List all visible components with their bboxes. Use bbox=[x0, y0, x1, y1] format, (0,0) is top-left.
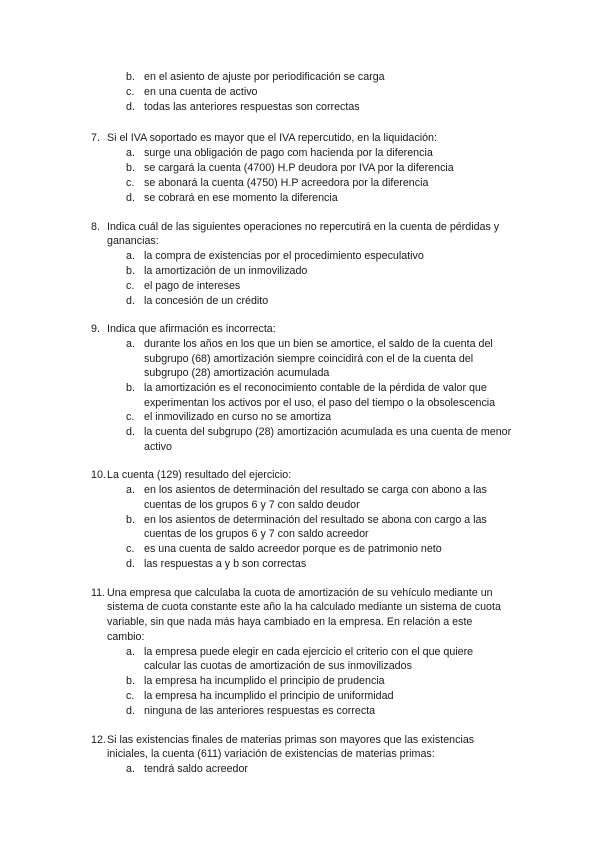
option-text: la compra de existencias por el procedimiento especulativo bbox=[144, 250, 424, 262]
option-text: se cobrará en ese momento la diferencia bbox=[144, 192, 338, 204]
question-text: Si las existencias finales de materias primas son mayores que las existencias bbox=[107, 734, 475, 746]
option-text: la empresa puede elegir en cada ejercicio el criterio con el que quiere bbox=[144, 646, 474, 658]
option-text: el inmovilizado en curso no se amortiza bbox=[144, 411, 332, 423]
option-letter: c. bbox=[126, 177, 135, 189]
option-text: en los asientos de determinación del resultado se abona con cargo a las bbox=[144, 514, 487, 526]
option-text: la amortización es el reconocimiento contable de la pérdida de valor que bbox=[144, 382, 487, 394]
question-number: 10. bbox=[91, 469, 106, 481]
option-text: todas las anteriores respuestas son correctas bbox=[144, 101, 360, 113]
question-text: iniciales, la cuenta (611) variación de existencias de materias primas: bbox=[107, 748, 435, 760]
option-text: activo bbox=[144, 441, 172, 453]
option-letter: d. bbox=[126, 705, 135, 717]
option-text: es una cuenta de saldo acreedor porque es de patrimonio neto bbox=[144, 543, 442, 555]
question-number: 9. bbox=[91, 323, 100, 335]
option-text: en los asientos de determinación del resultado se carga con abono a las bbox=[144, 484, 487, 496]
option-letter: b. bbox=[126, 675, 135, 687]
option-text: ninguna de las anteriores respuestas es correcta bbox=[144, 705, 376, 717]
option-letter: a. bbox=[126, 250, 135, 262]
question-text: sistema de cuota constante este año la ha calculado mediante un sistema de cuota bbox=[107, 601, 501, 613]
option-letter: c. bbox=[126, 543, 135, 555]
option-text: experimentan los activos por el uso, el paso del tiempo o la obsolescencia bbox=[144, 397, 496, 409]
option-letter: b. bbox=[126, 514, 135, 526]
option-text: durante los años en los que un bien se amortice, el saldo de la cuenta del bbox=[144, 338, 493, 350]
option-letter: d. bbox=[126, 101, 135, 113]
question-text: Si el IVA soportado es mayor que el IVA repercutido, en la liquidación: bbox=[107, 132, 437, 144]
option-letter: a. bbox=[126, 646, 135, 658]
question-text: ganancias: bbox=[107, 235, 159, 247]
option-letter: c. bbox=[126, 280, 135, 292]
option-letter: b. bbox=[126, 265, 135, 277]
option-text: cuentas de los grupos 6 y 7 con saldo acreedor bbox=[144, 528, 369, 540]
option-text: la empresa ha incumplido el principio de prudencia bbox=[144, 675, 385, 687]
option-text: la empresa ha incumplido el principio de uniformidad bbox=[144, 690, 394, 702]
option-text: las respuestas a y b son correctas bbox=[144, 558, 307, 570]
option-letter: d. bbox=[126, 558, 135, 570]
option-letter: b. bbox=[126, 71, 135, 83]
option-text: la concesión de un crédito bbox=[144, 295, 269, 307]
question-text: variable, sin que nada más haya cambiado en la empresa. En relación a este bbox=[107, 616, 473, 628]
question-number: 11. bbox=[91, 587, 106, 599]
option-letter: d. bbox=[126, 426, 135, 438]
option-letter: d. bbox=[126, 295, 135, 307]
option-text: tendrá saldo acreedor bbox=[144, 763, 248, 775]
option-text: subgrupo (68) amortización siempre coincidirá con el de la cuenta del bbox=[144, 353, 474, 365]
option-text: en una cuenta de activo bbox=[144, 86, 258, 98]
question-text: La cuenta (129) resultado del ejercicio: bbox=[107, 469, 292, 481]
question-text: Indica cuál de las siguientes operaciones no repercutirá en la cuenta de pérdidas y bbox=[107, 221, 500, 233]
option-letter: c. bbox=[126, 411, 135, 423]
option-letter: b. bbox=[126, 382, 135, 394]
option-letter: c. bbox=[126, 86, 135, 98]
option-letter: a. bbox=[126, 338, 135, 350]
question-text: Una empresa que calculaba la cuota de amortización de su vehículo mediante un bbox=[107, 587, 493, 599]
question-number: 12. bbox=[91, 734, 106, 746]
option-letter: b. bbox=[126, 162, 135, 174]
option-text: la cuenta del subgrupo (28) amortización acumulada es una cuenta de menor bbox=[144, 426, 512, 438]
option-text: la amortización de un inmovilizado bbox=[144, 265, 308, 277]
option-letter: c. bbox=[126, 690, 135, 702]
option-text: en el asiento de ajuste por periodificación se carga bbox=[144, 71, 385, 83]
question-text: cambio: bbox=[107, 631, 145, 643]
option-text: subgrupo (28) amortización acumulada bbox=[144, 367, 330, 379]
option-text: surge una obligación de pago com hacienda por la diferencia bbox=[144, 147, 433, 159]
option-letter: a. bbox=[126, 147, 135, 159]
option-text: el pago de intereses bbox=[144, 280, 241, 292]
question-number: 7. bbox=[91, 132, 100, 144]
option-text: se cargará la cuenta (4700) H.P deudora por IVA por la diferencia bbox=[144, 162, 454, 174]
question-text: Indica que afirmación es incorrecta: bbox=[107, 323, 276, 335]
option-letter: a. bbox=[126, 763, 135, 775]
option-text: cuentas de los grupos 6 y 7 con saldo deudor bbox=[144, 499, 360, 511]
option-text: se abonará la cuenta (4750) H.P acreedora por la diferencia bbox=[144, 177, 429, 189]
option-letter: a. bbox=[126, 484, 135, 496]
question-number: 8. bbox=[91, 221, 100, 233]
option-letter: d. bbox=[126, 192, 135, 204]
option-text: calcular las cuotas de amortización de sus inmovilizados bbox=[144, 660, 412, 672]
